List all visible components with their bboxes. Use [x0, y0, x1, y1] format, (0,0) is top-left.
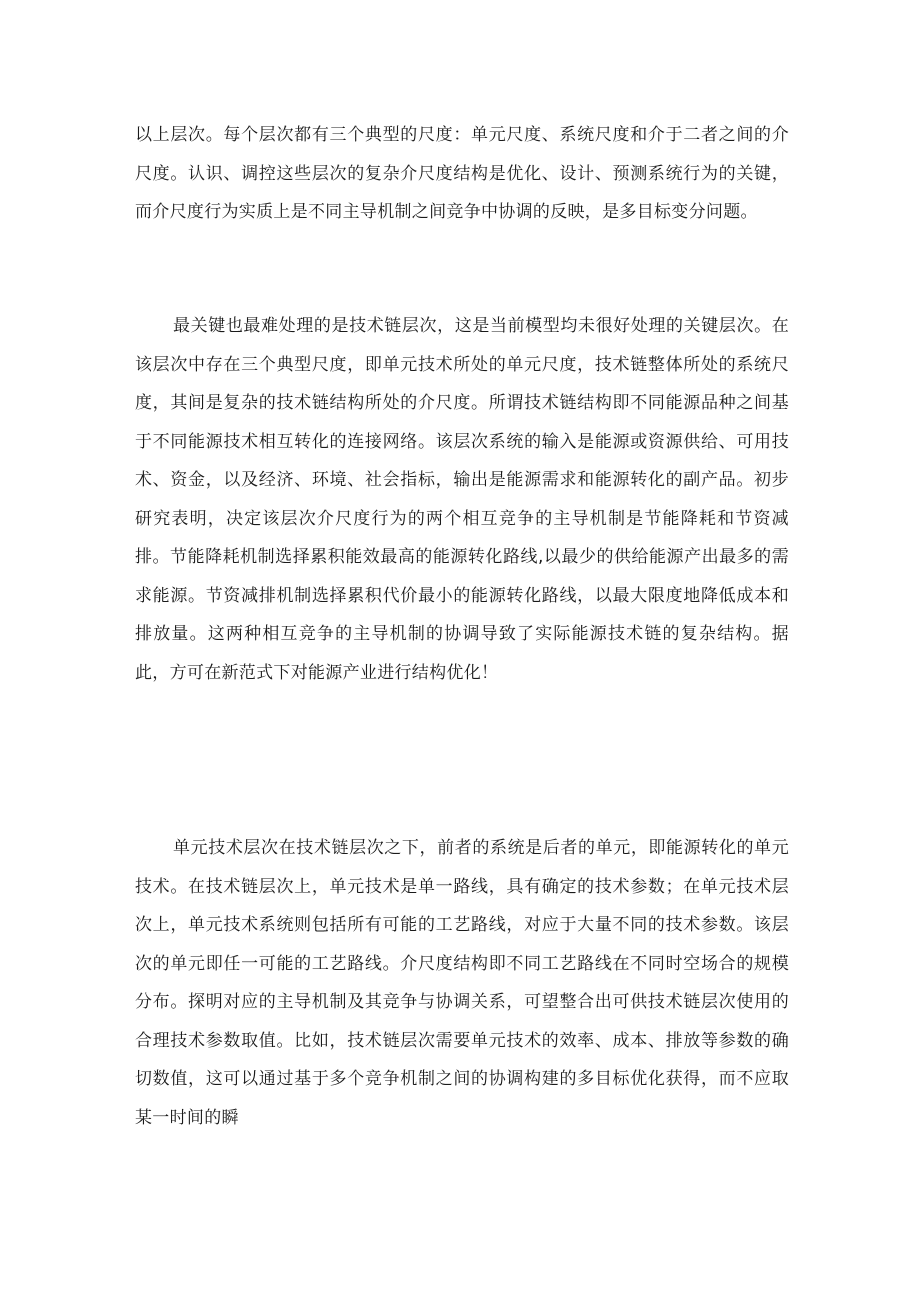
paragraph-2: 最关键也最难处理的是技术链层次，这是当前模型均未很好处理的关键层次。在该层次中存在三个典型尺度，即单元技术所处的单元尺度，技术链整体所处的系统尺度，其间是复杂的技术链结构所处的介尺度。所谓技术链结构即不同能源品种之间基于不同能源技术相互转化的连接网络。该层次系统的输入是能源或资源供给、可用技术、资金，以及经济、环境、社会指标，输出是能源需求和能源转化的副产品。初步研究表明，决定该层次介尺度行为的两个相互竞争的主导机制是节能降耗和节资减排。节能降耗机制选择累积能效最高的能源转化路线,以最少的供给能源产出最多的需求能源。节资减排机制选择累积代价最小的能源转化路线，以最大限度地降低成本和排放量。这两种相互竞争的主导机制的协调导致了实际能源技术链的复杂结构。据此，方可在新范式下对能源产业进行结构优化！ [135, 316, 789, 683]
paragraph-3: 单元技术层次在技术链层次之下，前者的系统是后者的单元，即能源转化的单元技术。在技术链层次上，单元技术是单一路线，具有确定的技术参数；在单元技术层次上，单元技术系统则包括所有可能的工艺路线，对应于大量不同的技术参数。该层次的单元即任一可能的工艺路线。介尺度结构即不同工艺路线在不同时空场合的规模分布。探明对应的主导机制及其竞争与协调关系，可望整合出可供技术链层次使用的合理技术参数取值。比如，技术链层次需要单元技术的效率、成本、排放等参数的确切数值，这可以通过基于多个竞争机制之间的协调构建的多目标优化获得，而不应取某一时间的瞬 [135, 838, 789, 1128]
paragraph-1: 以上层次。每个层次都有三个典型的尺度：单元尺度、系统尺度和介于二者之间的介尺度。认识、调控这些层次的复杂介尺度结构是优化、设计、预测系统行为的关键，而介尺度行为实质上是不同主导机制之间竞争中协调的反映，是多目标变分问题。 [135, 125, 789, 222]
